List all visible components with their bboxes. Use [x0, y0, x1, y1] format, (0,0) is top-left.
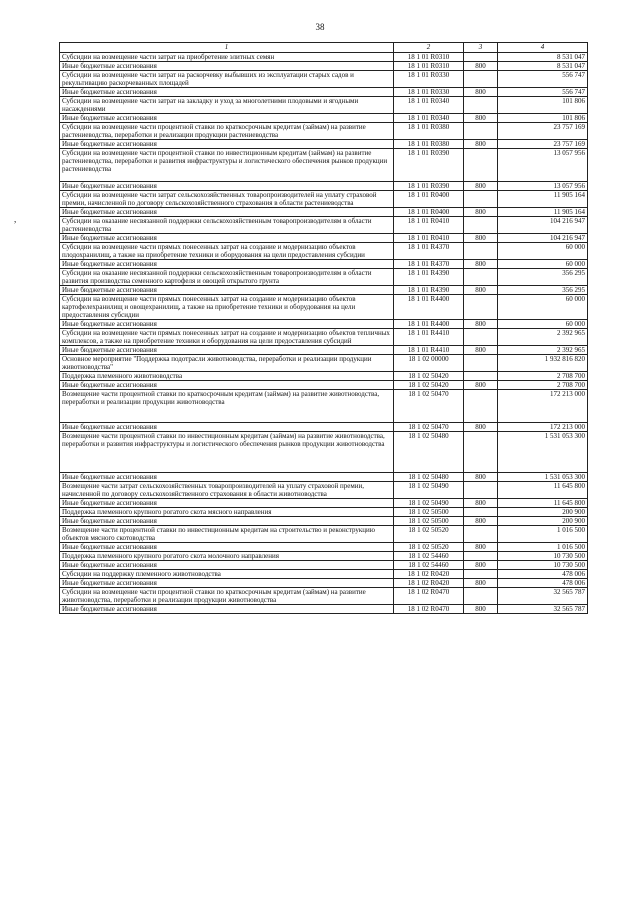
cell-amount: 1 531 053 300 — [498, 432, 588, 473]
cell-amount: 60 000 — [498, 295, 588, 320]
cell-budget-code: 18 1 01 R4400 — [394, 295, 464, 320]
cell-name: Возмещение части процентной ставки по инвестиционным кредитам на строительство и реконструкцию объектов мясного скотоводства — [60, 526, 394, 543]
cell-amount: 556 747 — [498, 88, 588, 97]
cell-budget-code: 18 1 01 R4410 — [394, 346, 464, 355]
cell-name: Иные бюджетные ассигнования — [60, 114, 394, 123]
cell-name: Субсидии на оказание несвязанной поддержки сельскохозяйственным товаропроизводителям в области растениеводства — [60, 217, 394, 234]
table-row — [60, 432, 588, 473]
cell-budget-code: 18 1 01 R0390 — [394, 182, 464, 191]
cell-expense-type — [464, 552, 498, 561]
table-row — [60, 508, 588, 517]
table-row — [60, 114, 588, 123]
table-row — [60, 346, 588, 355]
cell-budget-code: 18 1 01 R4390 — [394, 286, 464, 295]
cell-budget-code: 18 1 01 R0340 — [394, 97, 464, 114]
cell-expense-type — [464, 588, 498, 605]
cell-name: Субсидии на возмещение части процентной ставки по краткосрочным кредитам (займам) на развитие растениеводства, переработки и реализации продукции растениеводства — [60, 123, 394, 140]
table-row — [60, 499, 588, 508]
cell-name: Иные бюджетные ассигнования — [60, 499, 394, 508]
cell-expense-type — [464, 191, 498, 208]
table-row — [60, 381, 588, 390]
cell-amount: 13 057 956 — [498, 149, 588, 182]
cell-expense-type — [464, 295, 498, 320]
cell-expense-type: 800 — [464, 140, 498, 149]
cell-name: Иные бюджетные ассигнования — [60, 88, 394, 97]
cell-amount: 1 531 053 300 — [498, 473, 588, 482]
cell-amount: 172 213 000 — [498, 423, 588, 432]
cell-name: Иные бюджетные ассигнования — [60, 579, 394, 588]
cell-amount: 11 645 800 — [498, 482, 588, 499]
cell-budget-code: 18 1 01 R0330 — [394, 71, 464, 88]
cell-budget-code: 18 1 02 R0420 — [394, 579, 464, 588]
table-row — [60, 149, 588, 182]
cell-name: Субсидии на возмещение части затрат на раскорчевку выбывших из эксплуатации старых садов и рекультивацию раскорчеванных площадей — [60, 71, 394, 88]
table-row — [60, 588, 588, 605]
cell-name: Иные бюджетные ассигнования — [60, 561, 394, 570]
cell-name: Поддержка племенного крупного рогатого скота молочного направления — [60, 552, 394, 561]
cell-budget-code: 18 1 02 54460 — [394, 561, 464, 570]
cell-expense-type — [464, 508, 498, 517]
table-row — [60, 269, 588, 286]
table-row — [60, 243, 588, 260]
page-number: 38 — [315, 22, 325, 32]
cell-name: Иные бюджетные ассигнования — [60, 473, 394, 482]
cell-amount: 8 531 047 — [498, 53, 588, 62]
cell-budget-code: 18 1 02 50470 — [394, 423, 464, 432]
table-row — [60, 355, 588, 372]
cell-budget-code: 18 1 01 R0380 — [394, 140, 464, 149]
table-body — [60, 53, 588, 614]
cell-amount: 1 932 816 820 — [498, 355, 588, 372]
cell-name: Иные бюджетные ассигнования — [60, 208, 394, 217]
cell-name: Иные бюджетные ассигнования — [60, 182, 394, 191]
cell-expense-type: 800 — [464, 114, 498, 123]
cell-amount: 556 747 — [498, 71, 588, 88]
table-row — [60, 62, 588, 71]
cell-name: Субсидии на поддержку племенного животноводства — [60, 570, 394, 579]
cell-expense-type — [464, 482, 498, 499]
cell-name: Иные бюджетные ассигнования — [60, 62, 394, 71]
cell-budget-code: 18 1 02 50490 — [394, 482, 464, 499]
cell-amount: 10 730 500 — [498, 552, 588, 561]
cell-expense-type — [464, 243, 498, 260]
cell-amount: 356 295 — [498, 269, 588, 286]
cell-amount: 356 295 — [498, 286, 588, 295]
cell-budget-code: 18 1 02 50490 — [394, 499, 464, 508]
cell-expense-type: 800 — [464, 346, 498, 355]
cell-expense-type: 800 — [464, 423, 498, 432]
table-row — [60, 390, 588, 423]
cell-budget-code: 18 1 02 R0420 — [394, 570, 464, 579]
cell-amount: 11 905 164 — [498, 191, 588, 208]
cell-budget-code: 18 1 02 50480 — [394, 432, 464, 473]
cell-budget-code: 18 1 02 50420 — [394, 381, 464, 390]
table-row — [60, 71, 588, 88]
cell-expense-type: 800 — [464, 62, 498, 71]
table-row — [60, 372, 588, 381]
cell-expense-type — [464, 432, 498, 473]
column-header-expense-type: 3 — [464, 43, 498, 53]
table-row — [60, 140, 588, 149]
cell-expense-type — [464, 71, 498, 88]
cell-expense-type: 800 — [464, 605, 498, 614]
cell-name: Поддержка племенного крупного рогатого скота мясного направления — [60, 508, 394, 517]
cell-expense-type — [464, 269, 498, 286]
cell-budget-code: 18 1 02 50480 — [394, 473, 464, 482]
cell-budget-code: 18 1 01 R4370 — [394, 260, 464, 269]
cell-amount: 101 806 — [498, 97, 588, 114]
cell-amount: 60 000 — [498, 243, 588, 260]
cell-name: Субсидии на возмещение части прямых понесенных затрат на создание и модернизацию объектов тепличных комплексов, а также на приобретение техники и оборудования на цели предоставления субсидий — [60, 329, 394, 346]
cell-name: Иные бюджетные ассигнования — [60, 346, 394, 355]
cell-amount: 478 006 — [498, 570, 588, 579]
cell-name: Поддержка племенного животноводства — [60, 372, 394, 381]
budget-table — [59, 42, 588, 614]
cell-expense-type: 800 — [464, 234, 498, 243]
cell-amount: 60 000 — [498, 260, 588, 269]
cell-amount: 32 565 787 — [498, 605, 588, 614]
cell-amount: 101 806 — [498, 114, 588, 123]
cell-amount: 478 006 — [498, 579, 588, 588]
margin-mark: , — [14, 214, 17, 224]
cell-expense-type — [464, 390, 498, 423]
column-header-name: 1 — [60, 43, 394, 53]
cell-budget-code: 18 1 02 54460 — [394, 552, 464, 561]
cell-budget-code: 18 1 01 R0310 — [394, 62, 464, 71]
cell-expense-type — [464, 123, 498, 140]
cell-expense-type: 800 — [464, 561, 498, 570]
cell-budget-code: 18 1 01 R0310 — [394, 53, 464, 62]
cell-name: Субсидии на оказание несвязанной поддержки сельскохозяйственным товаропроизводителям в области развития производства семенного картофеля и овощей открытого грунта — [60, 269, 394, 286]
cell-expense-type: 800 — [464, 543, 498, 552]
cell-budget-code: 18 1 01 R4400 — [394, 320, 464, 329]
cell-budget-code: 18 1 02 R0470 — [394, 605, 464, 614]
table-row — [60, 234, 588, 243]
cell-expense-type: 800 — [464, 286, 498, 295]
cell-expense-type: 800 — [464, 260, 498, 269]
cell-expense-type: 800 — [464, 499, 498, 508]
table-row — [60, 423, 588, 432]
cell-name: Субсидии на возмещение части процентной ставки по краткосрочным кредитам (займам) на развитие животноводства, переработки и реализации продукции животноводства — [60, 588, 394, 605]
cell-name: Субсидии на возмещение части прямых понесенных затрат на создание и модернизацию объектов картофелехранилищ и овощехранилищ, а также на приобретение техники и оборудования на цели предоставления субсидии — [60, 295, 394, 320]
cell-amount: 200 900 — [498, 508, 588, 517]
cell-expense-type — [464, 53, 498, 62]
cell-amount: 2 392 965 — [498, 346, 588, 355]
cell-name: Иные бюджетные ассигнования — [60, 140, 394, 149]
table-row — [60, 482, 588, 499]
table-row — [60, 473, 588, 482]
cell-name: Иные бюджетные ассигнования — [60, 381, 394, 390]
column-header-amount: 4 — [498, 43, 588, 53]
cell-name: Субсидии на возмещение части затрат на приобретение элитных семян — [60, 53, 394, 62]
table-row — [60, 579, 588, 588]
cell-amount: 10 730 500 — [498, 561, 588, 570]
cell-name: Субсидии на возмещение части затрат на закладку и уход за многолетними плодовыми и ягодными насаждениями — [60, 97, 394, 114]
cell-amount: 2 392 965 — [498, 329, 588, 346]
cell-budget-code: 18 1 02 50500 — [394, 517, 464, 526]
cell-name: Субсидии на возмещение части затрат сельскохозяйственных товаропроизводителей на уплату страховой премии, начисленной по договору сельскохозяйственного страхования в области растениеводства — [60, 191, 394, 208]
column-header-code: 2 — [394, 43, 464, 53]
table-row — [60, 97, 588, 114]
cell-amount: 13 057 956 — [498, 182, 588, 191]
table-row — [60, 191, 588, 208]
cell-amount: 11 905 164 — [498, 208, 588, 217]
table-row — [60, 320, 588, 329]
table-row — [60, 208, 588, 217]
cell-expense-type: 800 — [464, 517, 498, 526]
cell-budget-code: 18 1 01 R0410 — [394, 217, 464, 234]
cell-budget-code: 18 1 01 R4390 — [394, 269, 464, 286]
cell-expense-type — [464, 526, 498, 543]
cell-amount: 200 900 — [498, 517, 588, 526]
table-row — [60, 605, 588, 614]
cell-expense-type — [464, 355, 498, 372]
cell-amount: 1 016 500 — [498, 526, 588, 543]
cell-amount: 11 645 800 — [498, 499, 588, 508]
cell-budget-code: 18 1 02 50420 — [394, 372, 464, 381]
cell-name: Субсидии на возмещение части прямых понесенных затрат на создание и модернизацию объектов плодохранилищ, а также на приобретение техники и оборудования на цели предоставления субсидии — [60, 243, 394, 260]
cell-budget-code: 18 1 02 50500 — [394, 508, 464, 517]
cell-budget-code: 18 1 01 R0400 — [394, 208, 464, 217]
cell-budget-code: 18 1 01 R0410 — [394, 234, 464, 243]
cell-expense-type — [464, 97, 498, 114]
table-row — [60, 182, 588, 191]
cell-name: Иные бюджетные ассигнования — [60, 260, 394, 269]
table-row — [60, 329, 588, 346]
table-row — [60, 260, 588, 269]
table-row — [60, 543, 588, 552]
cell-budget-code: 18 1 01 R0400 — [394, 191, 464, 208]
cell-name: Иные бюджетные ассигнования — [60, 543, 394, 552]
table-row — [60, 53, 588, 62]
table-row — [60, 88, 588, 97]
cell-budget-code: 18 1 01 R4410 — [394, 329, 464, 346]
cell-expense-type: 800 — [464, 320, 498, 329]
cell-name: Иные бюджетные ассигнования — [60, 320, 394, 329]
cell-name: Иные бюджетные ассигнования — [60, 517, 394, 526]
table-row — [60, 517, 588, 526]
cell-expense-type: 800 — [464, 182, 498, 191]
table-row — [60, 123, 588, 140]
cell-budget-code: 18 1 02 50520 — [394, 526, 464, 543]
cell-budget-code: 18 1 01 R0330 — [394, 88, 464, 97]
cell-amount: 23 757 169 — [498, 140, 588, 149]
cell-expense-type — [464, 329, 498, 346]
table-row — [60, 526, 588, 543]
cell-name: Возмещение части процентной ставки по инвестиционным кредитам (займам) на развитие животноводства, переработки и развития инфраструктуры и логистического обеспечения рынков продукции животноводства — [60, 432, 394, 473]
cell-name: Субсидии на возмещение части процентной ставки по инвестиционным кредитам (займам) на развитие растениеводства, переработки и развития инфраструктуры и логистического обеспечения рынков продукции растениеводства — [60, 149, 394, 182]
cell-amount: 104 216 947 — [498, 234, 588, 243]
table-row — [60, 217, 588, 234]
cell-budget-code: 18 1 01 R4370 — [394, 243, 464, 260]
table-header-row — [60, 43, 588, 53]
table-row — [60, 286, 588, 295]
cell-budget-code: 18 1 01 R0380 — [394, 123, 464, 140]
cell-name: Иные бюджетные ассигнования — [60, 423, 394, 432]
cell-budget-code: 18 1 02 50470 — [394, 390, 464, 423]
cell-budget-code: 18 1 02 50520 — [394, 543, 464, 552]
cell-name: Иные бюджетные ассигнования — [60, 286, 394, 295]
cell-name: Иные бюджетные ассигнования — [60, 234, 394, 243]
cell-expense-type: 800 — [464, 381, 498, 390]
cell-amount: 23 757 169 — [498, 123, 588, 140]
cell-amount: 8 531 047 — [498, 62, 588, 71]
cell-amount: 1 016 500 — [498, 543, 588, 552]
cell-budget-code: 18 1 01 R0390 — [394, 149, 464, 182]
cell-expense-type: 800 — [464, 579, 498, 588]
cell-amount: 104 216 947 — [498, 217, 588, 234]
table-row — [60, 570, 588, 579]
table-row — [60, 295, 588, 320]
table-row — [60, 561, 588, 570]
cell-expense-type: 800 — [464, 473, 498, 482]
cell-amount: 172 213 000 — [498, 390, 588, 423]
cell-name: Основное мероприятие "Поддержка подотрасли животноводства, переработки и реализации продукции животноводства" — [60, 355, 394, 372]
cell-amount: 2 708 700 — [498, 372, 588, 381]
cell-name: Возмещение части процентной ставки по краткосрочным кредитам (займам) на развитие животноводства, переработки и реализации продукции животноводства — [60, 390, 394, 423]
cell-expense-type — [464, 570, 498, 579]
cell-expense-type: 800 — [464, 208, 498, 217]
cell-expense-type — [464, 372, 498, 381]
cell-budget-code: 18 1 02 R0470 — [394, 588, 464, 605]
cell-expense-type — [464, 217, 498, 234]
cell-name: Возмещение части затрат сельскохозяйственных товаропроизводителей на уплату страховой премии, начисленной по договору сельскохозяйственного страхования в области животноводства — [60, 482, 394, 499]
cell-expense-type: 800 — [464, 88, 498, 97]
cell-amount: 32 565 787 — [498, 588, 588, 605]
cell-name: Иные бюджетные ассигнования — [60, 605, 394, 614]
cell-budget-code: 18 1 02 00000 — [394, 355, 464, 372]
cell-expense-type — [464, 149, 498, 182]
cell-budget-code: 18 1 01 R0340 — [394, 114, 464, 123]
cell-amount: 2 708 700 — [498, 381, 588, 390]
cell-amount: 60 000 — [498, 320, 588, 329]
table-row — [60, 552, 588, 561]
